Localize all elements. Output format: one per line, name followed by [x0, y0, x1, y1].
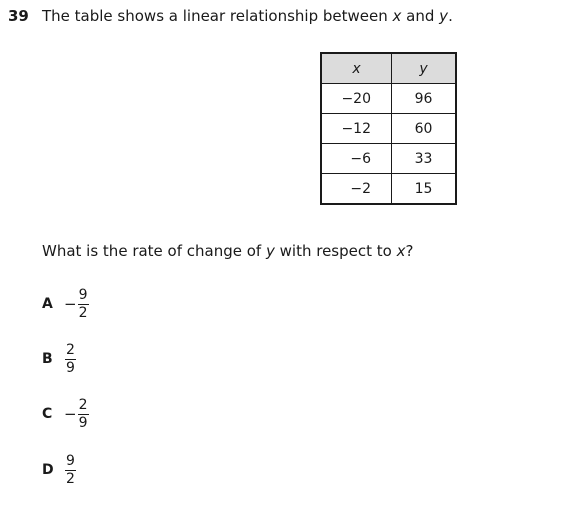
fraction-numerator: 2: [66, 341, 75, 358]
fraction: [78, 288, 89, 321]
table-cell-y: 15: [392, 174, 457, 205]
xy-table: [320, 52, 457, 205]
table-cell-y: 96: [392, 84, 457, 114]
table-cell-x: −20: [321, 84, 392, 114]
fraction-numerator: 9: [78, 286, 88, 303]
choice-letter: C: [42, 406, 53, 422]
minus-sign: −: [64, 295, 77, 313]
column-header-x: x: [321, 53, 392, 84]
column-header-y: y: [392, 53, 457, 84]
table-row: [321, 114, 456, 144]
variable-x: x: [392, 7, 402, 25]
fraction-numerator: 2: [78, 396, 88, 413]
choice-letter: D: [42, 462, 54, 478]
stem-text-start: The table shows a linear relationship between: [42, 7, 393, 25]
table-header-row: [321, 53, 456, 84]
table-row: [321, 144, 456, 174]
question-number: 39: [8, 7, 29, 25]
choice-letter: A: [42, 296, 53, 312]
table-cell-y: 60: [392, 114, 457, 144]
fraction-numerator: 9: [66, 452, 75, 469]
prompt-text-middle: with respect to: [274, 242, 397, 260]
stem-text-and: and: [401, 7, 440, 25]
variable-y: y: [439, 7, 449, 25]
stem-text-end: .: [448, 7, 453, 25]
table-row: [321, 174, 456, 205]
table-cell-x: −2: [321, 174, 392, 205]
table-row: [321, 84, 456, 114]
table-cell-y: 33: [392, 144, 457, 174]
prompt-variable-y: y: [265, 242, 275, 260]
question-prompt: [42, 242, 413, 260]
question-stem: [42, 7, 453, 25]
table-cell-x: −12: [321, 114, 392, 144]
fraction: [65, 454, 76, 487]
answer-choice-c[interactable]: [42, 394, 89, 434]
fraction-denominator: 2: [66, 470, 75, 487]
fraction: [78, 398, 89, 431]
answer-choice-d[interactable]: [42, 450, 76, 490]
prompt-text-start: What is the rate of change of: [42, 242, 266, 260]
prompt-variable-x: x: [396, 242, 406, 260]
choice-letter: B: [42, 351, 53, 367]
table-cell-x: −6: [321, 144, 392, 174]
answer-choice-a[interactable]: [42, 284, 89, 324]
answer-choice-b[interactable]: [42, 339, 76, 379]
fraction-denominator: 2: [78, 304, 88, 321]
minus-sign: −: [64, 405, 77, 423]
fraction-denominator: 9: [78, 414, 88, 431]
fraction-denominator: 9: [66, 359, 75, 376]
fraction: [65, 343, 76, 376]
prompt-text-end: ?: [405, 242, 414, 260]
